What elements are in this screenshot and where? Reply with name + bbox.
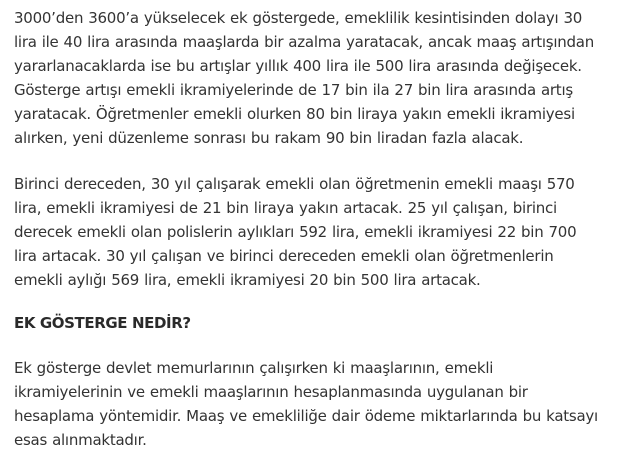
text-line: esas alınmaktadır. — [14, 431, 147, 449]
paragraph-definition — [14, 356, 638, 452]
text-line: hesaplama yöntemidir. Maaş ve emekliliğe dair ödeme miktarlarında bu katsayı — [14, 407, 598, 425]
text-line: Birinci dereceden, 30 yıl çalışarak emekli olan öğretmenin emekli maaşı 570 — [14, 175, 575, 193]
paragraph-salary-increase — [14, 172, 638, 292]
text-line: lira artacak. 30 yıl çalışan ve birinci dereceden emekli olan öğretmenlerin — [14, 247, 554, 265]
paragraph-pension-indicator — [14, 6, 638, 150]
section-heading: EK GÖSTERGE NEDİR? — [14, 314, 191, 332]
text-line: Gösterge artışı emekli ikramiyelerinde de 17 bin ila 27 bin lira arasında artış — [14, 81, 573, 99]
article-body — [14, 6, 638, 452]
text-line: alırken, yeni düzenleme sonrası bu rakam 90 bin liradan fazla alacak. — [14, 129, 524, 147]
text-line: 3000’den 3600’a yükselecek ek göstergede, emeklilik kesintisinden dolayı 30 — [14, 9, 583, 27]
text-line: derecek emekli olan polislerin aylıkları 592 lira, emekli ikramiyesi 22 bin 700 — [14, 223, 577, 241]
text-line: ikramiyelerinin ve emekli maaşlarının hesaplanmasında uygulanan bir — [14, 383, 528, 401]
text-line: yararlanacaklarda ise bu artışlar yıllık 400 lira ile 500 lira arasında değişecek. — [14, 57, 582, 75]
text-line: Ek gösterge devlet memurlarının çalışırken ki maaşlarının, emekli — [14, 359, 494, 377]
text-line: lira, emekli ikramiyesi de 21 bin liraya yakın artacak. 25 yıl çalışan, birinci — [14, 199, 557, 217]
text-line: yaratacak. Öğretmenler emekli olurken 80 bin liraya yakın emekli ikramiyesi — [14, 105, 575, 123]
text-line: lira ile 40 lira arasında maaşlarda bir azalma yaratacak, ancak maaş artışından — [14, 33, 595, 51]
text-line: emekli aylığı 569 lira, emekli ikramiyesi 20 bin 500 lira artacak. — [14, 271, 481, 289]
